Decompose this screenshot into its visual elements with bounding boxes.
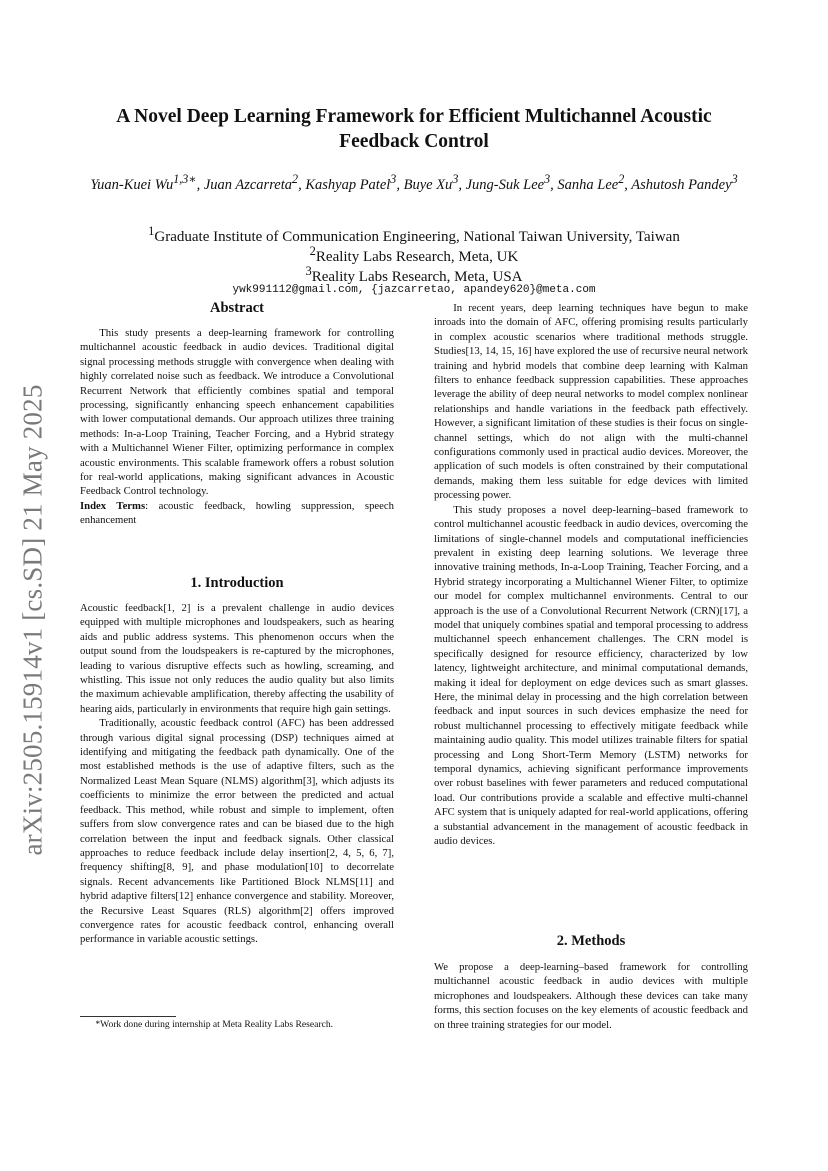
author-list: Yuan-Kuei $Wu^{1,3∗}$, Juan Azcarreta$^2$, Kashyap Patel$^3$, Buye Xu$^3$, Jung-Suk Lee$^3$, Sanha Lee$^2$, Ashutosh Pandey$^3$ <box>90 172 738 193</box>
paragraph: This study proposes a novel deep-learning–based framework to control multichannel acoustic feedback in audio devices, overcoming the limitations of single-channel models and computational inefficiencies prevalent in existing deep learning solutions. We leverage three innovative training methods, In-a-Loop Training, Teacher Forcing, and a Hybrid strategy incorporating a Multichannel Wiener Filter, to optimize our model for complex multichannel environments. Central to our approach is the use of a Convolutional Recurrent Network (CRN)[17], a model that uniquely combines spatial and temporal processing to address multichannel speech enhancement challenges. The CRN model is specifically designed for resource efficiency, characterized by low latency, lightweight architecture, and minimal computational demands, making it ideal for deployment on edge devices such as smart glasses. Here, the minimal delay in processing and the high correlation between feedback and input sources in such devices emphasize the need for robust multichannel processing to effectively mitigate feedback while maintaining audio quality. This model utilizes trainable filters for spatial processing and Long Short-Term Memory (LSTM) networks for temporal dynamics, achieving significant performance improvements over robust baselines with fewer parameters and reduced computational load. Our contributions provide a scalable and effective multi-channel AFC system that is uniquely adapted for real-world applications, offering a substantial advancement in the management of acoustic feedback in audio devices. <box>434 503 748 848</box>
footnote: *Work done during internship at Meta Reality Labs Research. <box>95 1019 334 1030</box>
paragraph: We propose a deep-learning–based framework for controlling multichannel acoustic feedback in audio devices with multiple microphones and loudspeakers. Although these devices can take many forms, this section focuses on the key elements of acoustic feedback and on three training strategies for our model. <box>434 961 748 1031</box>
paper-title: A Novel Deep Learning Framework for Efficient Multichannel Acoustic Feedback Control <box>116 106 712 152</box>
abstract-text: This study presents a deep-learning framework for controlling multichannel acoustic feedback in audio devices. Traditional digital signal processing methods struggle with convergence when dealing with highly correlated noise such as feedback. We introduce a Convolutional Recurrent Network that efficiently combines spatial and temporal processing, significantly enhancing speech enhancement capabilities with lower computational demands. Our approach utilizes three training methods: In-a-Loop Training, Teacher Forcing, and a Hybrid strategy with a Multichannel Wiener Filter, optimizing performance in complex acoustic environments. This scalable framework offers a robust solution for real-world applications, making significant advances in Acoustic Feedback Control technology. <box>80 327 394 498</box>
introduction-body <box>80 601 394 947</box>
methods-body <box>434 960 748 1032</box>
paragraph: Traditionally, acoustic feedback control (AFC) has been addressed through various digital signal processing (DSP) techniques aimed at identifying and mitigating the feedback path dynamically. One of the most established methods is the use of adaptive filters, such as the Normalized Least Mean Square (NLMS) algorithm[3], which adjusts its coefficients to minimize the error between the predicted and actual feedback. This method, while robust and simple to implement, often suffers from slow convergence rates and can be biased due to the high correlation between the input and feedback signals. Other classical approaches to reduce feedback include delay insertion[2, 4, 5, 6, 7], frequency shifting[8, 9], and phase modulation[10] to decorrelate signals. Recent advancements like Partitioned Block NLMS[11] and hybrid adaptive filters[12] enhance convergence and stability. Moreover, the Recursive Least Squares (RLS) algorithm[2] offers improved convergence rates for acoustic feedback control, enhancing overall performance in variable acoustic settings. <box>80 717 394 946</box>
paragraph: In recent years, deep learning techniques have begun to make inroads into the domain of AFC, offering promising results particularly in complex acoustic scenarios where traditional methods struggle. Studies[13, 14, 15, 16] have explored the use of recursive neural network training and hybrid models that combine deep learning with Kalman filters to enhance feedback suppression capabilities. These approaches leverage the ability of deep neural networks to model complex nonlinear relationships and handle variations in the feedback path effectively. However, a significant limitation of these studies is their focus on single-channel settings, which do not align with the multi-channel configurations commonly used in practical audio devices. Moreover, the application of such models is often constrained by their computational demands, making them less suitable for edge devices with limited processing power. <box>434 302 748 502</box>
author: Yuan-Kuei Wu <box>90 176 174 193</box>
paragraph: Acoustic feedback[1, 2] is a prevalent challenge in audio devices equipped with multiple microphones and loudspeakers, such as hearing aids and public address systems. This phenomenon occurs when the output sound from the loudspeakers is re-captured by the microphones, leading to various disruptive effects such as howling, screaming, and whistling. This issue not only reduces the audio quality but also limits the maximum achievable amplification, thereby affecting the usability of hearing aids, particularly in environments that require high gain settings. <box>80 602 394 715</box>
arxiv-stamp: arXiv:2505.15914v1 [cs.SD] 21 May 2025 <box>17 384 48 856</box>
footnote-rule <box>80 1016 176 1017</box>
author: Buye Xu <box>403 176 453 193</box>
author: Jung-Suk Lee <box>465 176 545 193</box>
author: Juan Azcarreta <box>203 176 293 193</box>
introduction-heading: 1. Introduction <box>190 575 284 591</box>
author: Sanha Lee <box>557 176 619 193</box>
abstract-block <box>80 326 394 528</box>
affiliation-3: $^3$Reality Labs Research, Meta, USA <box>305 264 523 285</box>
author-emails: ywk991112@gmail.com, {jazcarretao, apandey620}@meta.com <box>232 284 596 296</box>
author: Kashyap Patel <box>305 176 391 193</box>
affiliation-1: $^1$Graduate Institute of Communication Engineering, National Taiwan University, Taiwan <box>148 224 680 245</box>
methods-heading: 2. Methods <box>556 933 626 949</box>
affiliation-2: $^2$Reality Labs Research, Meta, UK <box>309 244 519 265</box>
author: Ashutosh Pandey <box>631 176 732 193</box>
abstract-heading: Abstract <box>210 300 264 316</box>
index-terms: Index Terms: acoustic feedback, howling suppression, speech enhancement <box>80 499 394 527</box>
right-column-body <box>434 301 748 848</box>
